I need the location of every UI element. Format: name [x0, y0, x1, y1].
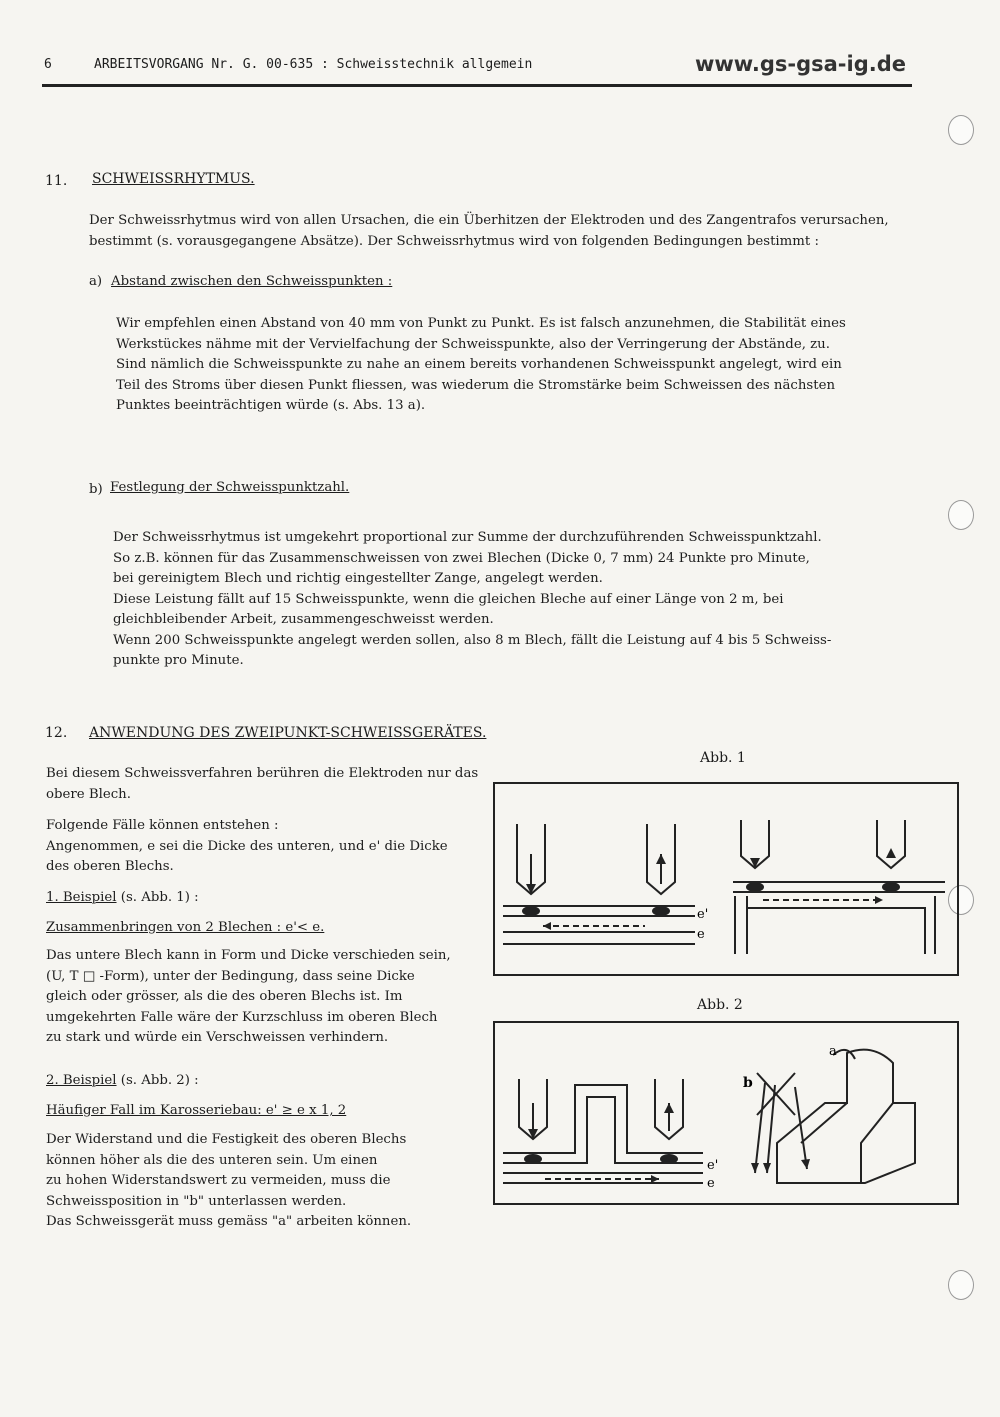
- binder-hole: [948, 1270, 974, 1300]
- figure-2: [493, 1021, 959, 1205]
- subsection-b-text: Der Schweissrhytmus ist umgekehrt proportional zur Summe der durchzuführenden Schweisspunktzahl. So z.B. können für das Zusammenschweissen von zwei Blechen (Dicke 0, 7 mm) 24 Punkte pro Minute, bei gereinigtem Blech und richtig eingestellter Zange, angelegt werden. Diese Leistung fällt auf 15 Schweisspunkte, wenn die gleichen Bleche auf einer Länge von 2 m, bei gleichbleibender Arbeit, zusammengeschweisst werden. Wenn 200 Schweisspunkte angelegt werden sollen, also 8 m Blech, fällt die Leistung auf 4 bis 5 Schweiss- punkte pro Minute.: [113, 530, 832, 668]
- page-number: 6: [44, 57, 52, 72]
- example-1-ref: (s. Abb. 1) :: [116, 890, 199, 905]
- example-2-title: 2. Beispiel: [46, 1073, 117, 1088]
- subsection-a-text: Wir empfehlen einen Abstand von 40 mm von Punkt zu Punkt. Es ist falsch anzunehmen, die Stabilität eines Werkstückes nähme mit der Vervielfachung der Schweisspunkte, also der Verringerung der Abstände, zu. Sind nämlich die Schweisspunkte zu nahe an einem bereits vorhandenen Schweisspunkt angelegt, wird ein Teil des Stroms über diesen Punkt fliessen, was wiederum die Stromstärke beim Schweissen des nächsten Punktes beeinträchtigen würde (s. Abs. 13 a).: [116, 316, 846, 413]
- example-2-text: Der Widerstand und die Festigkeit des oberen Blechs können höher als die des unteren sein. Um einen zu hohen Widerstandswert zu vermeiden, muss die Schweissposition in "b" unterlassen werden. Das Schweissgerät muss gemäss "a" arbeiten können.: [46, 1132, 412, 1229]
- subsection-b-label: b): [89, 482, 103, 497]
- example-2-subtitle: Häufiger Fall im Karosseriebau: e' ≥ e x 1, 2: [46, 1103, 347, 1118]
- figure-2-title: Abb. 2: [697, 997, 743, 1013]
- figure-2-label-a: a: [829, 1044, 837, 1059]
- figure-2-label-e: e: [707, 1176, 715, 1191]
- figure-1-drawing: [495, 784, 957, 974]
- example-1-text: Das untere Blech kann in Form und Dicke verschieden sein, (U, T □ -Form), unter der Bedingung, dass seine Dicke gleich oder grösser, als die des oberen Blechs ist. Im umgekehrten Falle wäre der Kurzschluss im oberen Blech zu stark und würde ein Verschweissen verhindern.: [46, 948, 451, 1045]
- example-1-title: 1. Beispiel: [46, 890, 117, 905]
- section-12-number: 12.: [45, 725, 68, 741]
- figure-2-label-e-prime: e': [707, 1158, 719, 1173]
- document-title: ARBEITSVORGANG Nr. G. 00-635 : Schweisstechnik allgemein: [94, 57, 533, 72]
- example-1-heading: [46, 888, 199, 909]
- section-12-intro: Bei diesem Schweissverfahren berühren die Elektroden nur das obere Blech.: [46, 766, 479, 802]
- subsection-a-label: a): [89, 274, 103, 289]
- subsection-b-title: Festlegung der Schweisspunktzahl.: [110, 480, 350, 495]
- figure-1-label-e-prime: e': [697, 907, 709, 922]
- binder-hole: [948, 115, 974, 145]
- section-11-number: 11.: [45, 173, 68, 189]
- section-11-title: SCHWEISSRHYTMUS.: [92, 171, 255, 187]
- header-rule: [42, 84, 912, 87]
- binder-hole: [948, 500, 974, 530]
- example-1-subtitle: Zusammenbringen von 2 Blechen : e'< e.: [46, 920, 325, 935]
- figure-1: [493, 782, 959, 976]
- section-12-cases: Folgende Fälle können entstehen : Angenommen, e sei die Dicke des unteren, und e' die Dicke des oberen Blechs.: [46, 818, 448, 874]
- figure-2-drawing: [495, 1023, 957, 1203]
- example-2-heading: [46, 1071, 199, 1092]
- subsection-a-title: Abstand zwischen den Schweisspunkten :: [111, 274, 393, 289]
- example-2-ref: (s. Abb. 2) :: [116, 1073, 199, 1088]
- figure-2-label-b: b: [743, 1075, 753, 1091]
- section-12-title: ANWENDUNG DES ZWEIPUNKT-SCHWEISSGERÄTES.: [89, 725, 487, 741]
- figure-1-label-e: e: [697, 927, 705, 942]
- section-11-intro: Der Schweissrhytmus wird von allen Ursachen, die ein Überhitzen der Elektroden und des Zangentrafos verursachen, bestimmt (s. vorausgegangene Absätze). Der Schweissrhytmus wird von folgenden Bedingungen bestimmt :: [89, 213, 889, 249]
- website-link[interactable]: www.gs-gsa-ig.de: [695, 52, 906, 76]
- figure-1-title: Abb. 1: [700, 750, 746, 766]
